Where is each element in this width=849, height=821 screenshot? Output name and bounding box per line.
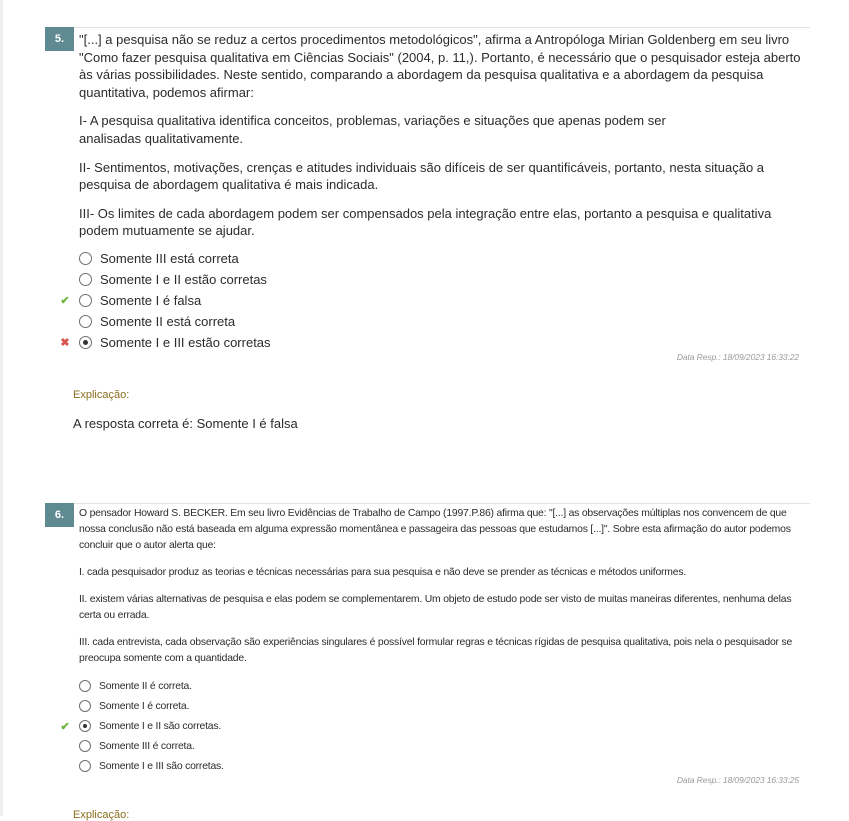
- option-a[interactable]: [79, 248, 271, 269]
- explanation-text: A resposta correta é: Somente I é falsa: [73, 416, 298, 431]
- radio-button[interactable]: [79, 315, 92, 328]
- option-a[interactable]: [79, 676, 224, 696]
- option-b[interactable]: [79, 696, 224, 716]
- statement-i: I- A pesquisa qualitativa identifica conceitos, problemas, variações e situações que apenas podem ser analisadas qualitativamente.: [79, 113, 666, 146]
- question-number-badge: 6.: [45, 503, 74, 527]
- explanation-title: Explicação:: [73, 389, 130, 401]
- option-label: Somente III é correta.: [99, 740, 195, 752]
- radio-button[interactable]: [79, 294, 92, 307]
- option-label: Somente II é correta.: [99, 680, 192, 692]
- radio-button[interactable]: [79, 760, 91, 772]
- radio-button[interactable]: [79, 740, 91, 752]
- cross-icon: ✖: [60, 337, 70, 349]
- explanation-title: Explicação:: [73, 809, 130, 821]
- option-e[interactable]: [79, 756, 224, 776]
- radio-button-selected[interactable]: [79, 720, 91, 732]
- response-date: Data Resp.: 18/09/2023 16:33:25: [676, 775, 799, 785]
- question-number-badge: 5.: [45, 27, 74, 51]
- statement-ii: II. existem várias alternativas de pesquisa e elas podem se complementarem. Um objeto de estudo pode ser visto de muitas maneiras diferentes, nenhuma delas certa ou errada.: [79, 594, 792, 621]
- option-label: Somente I e II são corretas.: [99, 720, 222, 732]
- option-c[interactable]: [60, 290, 271, 311]
- question-divider: [74, 27, 810, 28]
- option-label: Somente I é correta.: [99, 700, 190, 712]
- radio-button[interactable]: [79, 273, 92, 286]
- option-label: Somente II está correta: [100, 314, 236, 329]
- radio-button[interactable]: [79, 680, 91, 692]
- radio-button[interactable]: [79, 700, 91, 712]
- option-d[interactable]: [79, 736, 224, 756]
- statement-ii: II- Sentimentos, motivações, crenças e atitudes individuais são difíceis de ser quantificáveis, portanto, nesta situação a pesquisa de abordagem qualitativa é mais indicada.: [79, 159, 765, 193]
- question-statement: [79, 506, 810, 678]
- option-label: Somente I e III são corretas.: [99, 760, 224, 772]
- question-text: "[...] a pesquisa não se reduz a certos procedimentos metodológicos", afirma a Antropóloga Mirian Goldenberg em seu livro "Como fazer pesquisa qualitativa em Ciências Sociais" (2004, p. 11,). Portanto, é necessário que o pesquisador esteja aberto às várias possibilidades. Neste sentido, comparando a abordagem da pesquisa qualitativa e a abordagem da pesquisa quantitativa, podemos afirmar:: [79, 32, 801, 100]
- answer-options: [60, 676, 224, 776]
- statement-iii: III- Os limites de cada abordagem podem ser compensados pela integração entre elas, portanto a pesquisa e qualitativa podem mutuamente se ajudar.: [79, 205, 772, 239]
- option-label: Somente I e III estão corretas: [100, 335, 271, 350]
- statement-i: I. cada pesquisador produz as teorias e técnicas necessárias para sua pesquisa e não deve se prender as técnicas e métodos uniformes.: [79, 567, 687, 578]
- check-icon: ✔: [60, 295, 70, 307]
- option-c[interactable]: [60, 716, 224, 736]
- response-date: Data Resp.: 18/09/2023 16:33:22: [676, 352, 799, 362]
- question-statement: [79, 31, 810, 251]
- check-icon: ✔: [60, 720, 70, 733]
- option-label: Somente I e II estão corretas: [100, 272, 267, 287]
- option-e[interactable]: [60, 332, 271, 353]
- question-text: O pensador Howard S. BECKER. Em seu livro Evidências de Trabalho de Campo (1997.P.86) afirma que: "[...] as observações múltiplas nos convencem de que nossa conclusão não está baseada em alguma expressão momentânea e passageira das pessoas que estudamos [...]". Sobre esta afirmação do autor podemos concluir que o autor alerta que:: [79, 508, 791, 551]
- option-b[interactable]: [79, 269, 271, 290]
- option-label: Somente III está correta: [100, 251, 239, 266]
- statement-iii: III. cada entrevista, cada observação são experiências singulares é possível formular regras e técnicas rígidas de pesquisa qualitativa, pois nela o pesquisador se preocupa somente com a quantidade.: [79, 637, 793, 664]
- radio-button-selected[interactable]: [79, 336, 92, 349]
- page-left-rule: [0, 0, 3, 816]
- radio-button[interactable]: [79, 252, 92, 265]
- option-d[interactable]: [79, 311, 271, 332]
- question-divider: [74, 503, 810, 504]
- answer-options: [60, 248, 271, 353]
- option-label: Somente I é falsa: [100, 293, 202, 308]
